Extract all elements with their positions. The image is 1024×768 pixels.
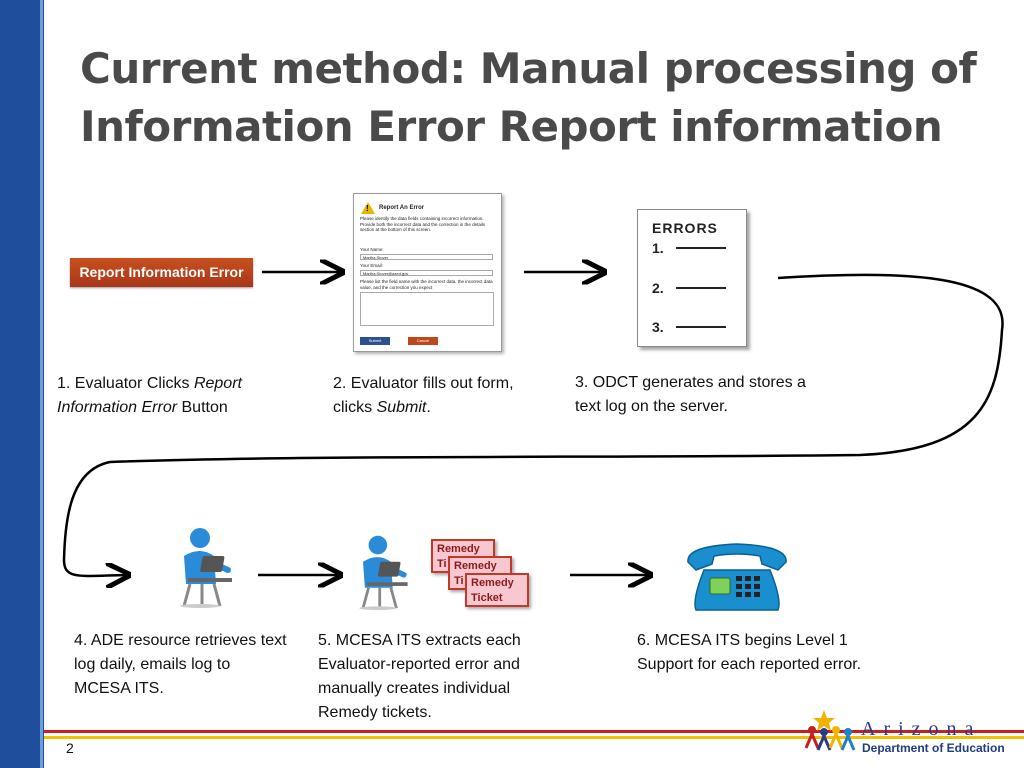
step-3-caption: 3. ODCT generates and stores a text log on the server. (575, 374, 806, 415)
slide-title-line1: Current method: Manual processing of (80, 44, 977, 93)
name-label: Your Name: (360, 247, 384, 252)
errors-item-1: 1. (652, 240, 664, 256)
errors-item-2: 2. (652, 280, 664, 296)
name-field[interactable]: Martha Stover (360, 254, 493, 260)
arizona-logo-icon (800, 708, 860, 756)
step-5-caption: 5. MCESA ITS extracts each Evaluator-reported error and manually creates individual Remedy tickets. (318, 632, 521, 721)
step-2-caption: 2. Evaluator fills out form, clicks Submit. (333, 375, 514, 416)
form-description: Please identify the data fields containing incorrect information. Provide both the incorrect data and the correction in the details section at the bottom of this screen. (360, 216, 486, 232)
remedy-ticket-2: Remedy Ti (448, 556, 512, 590)
logo-department-text: Department of Education (862, 741, 1005, 755)
email-field[interactable]: Martha.Stover@azed.gov (360, 270, 493, 276)
page-number: 2 (66, 740, 74, 756)
person-at-computer-icon (350, 532, 415, 612)
slide-title-line2: Information Error Report information (80, 102, 943, 151)
report-error-form: ! Report An Error Please identify the data fields containing incorrect information. Provide both the incorrect data and the correction in the details section at the bottom of this screen. Your Name: Martha Stover Your Email: Martha.Stover@azed.gov Please list the field name with the incorrect data, the incorrect data value, and the correction you expect Submit Cancel (353, 193, 502, 352)
telephone-icon (682, 540, 792, 615)
report-information-error-button[interactable]: Report Information Error (70, 258, 253, 287)
errors-item-3: 3. (652, 319, 664, 335)
step-1-caption: 1. Evaluator Clicks Report Information Error Button (57, 375, 242, 416)
step-4-caption: 4. ADE resource retrieves text log daily, emails log to MCESA ITS. (74, 632, 287, 697)
errors-title: ERRORS (652, 220, 718, 236)
form-cancel-button[interactable]: Cancel (408, 337, 438, 345)
details-textarea[interactable] (360, 292, 494, 326)
form-note: Please list the field name with the incorrect data, the incorrect data value, and the correction you expect (360, 279, 493, 290)
logo-arizona-text: Arizona (861, 718, 982, 740)
email-label: Your Email: (360, 263, 383, 268)
person-at-computer-icon (170, 526, 240, 608)
remedy-ticket-1: Remedy Ti (431, 539, 495, 573)
errors-log-document (637, 209, 747, 347)
remedy-ticket-3: Remedy Ticket (465, 573, 529, 607)
form-submit-button[interactable]: Submit (360, 337, 390, 345)
form-title: Report An Error (379, 205, 425, 211)
step-6-caption: 6. MCESA ITS begins Level 1 Support for each reported error. (637, 632, 862, 673)
